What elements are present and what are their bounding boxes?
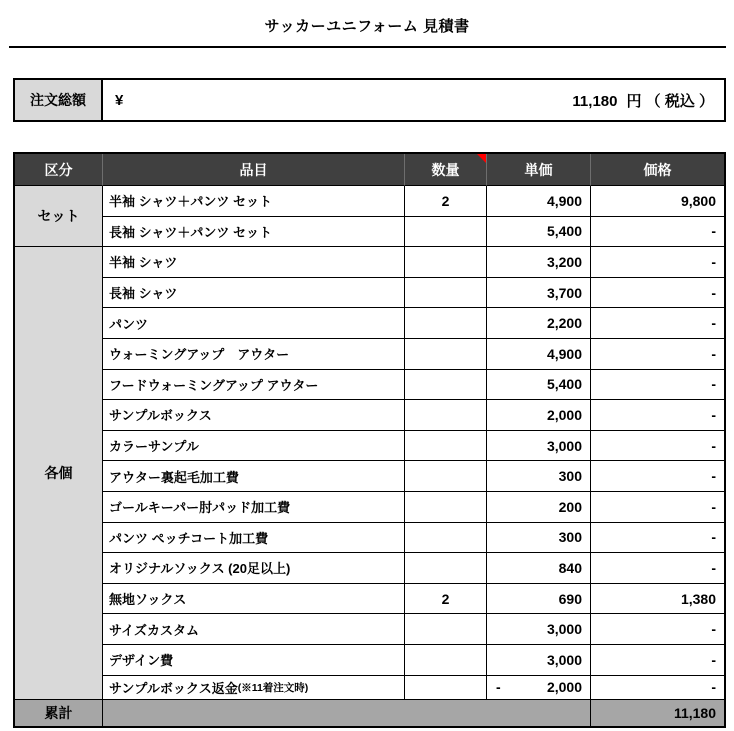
order-total-label-cell[interactable]: 注文総額 bbox=[15, 80, 103, 120]
quote-table bbox=[13, 152, 726, 728]
cell-qty[interactable] bbox=[405, 308, 487, 339]
cell-unit-price[interactable]: 4,900 bbox=[487, 339, 591, 370]
total-value-cell[interactable]: 11,180 bbox=[591, 700, 724, 726]
order-total-box bbox=[13, 78, 726, 122]
cell-price[interactable]: - bbox=[591, 614, 724, 645]
cell-qty[interactable] bbox=[405, 492, 487, 523]
cell-price[interactable]: 1,380 bbox=[591, 584, 724, 615]
cell-price[interactable]: - bbox=[591, 339, 724, 370]
cell-unit-price[interactable]: 200 bbox=[487, 492, 591, 523]
cell-price[interactable]: - bbox=[591, 217, 724, 248]
cell-item[interactable]: サイズカスタム bbox=[103, 614, 405, 645]
group-cell-individual[interactable]: 各個 bbox=[15, 247, 103, 699]
cell-qty[interactable] bbox=[405, 645, 487, 676]
cell-price[interactable]: - bbox=[591, 523, 724, 554]
cell-price[interactable]: 9,800 bbox=[591, 186, 724, 217]
cell-unit-price[interactable]: 300 bbox=[487, 461, 591, 492]
cell-item[interactable]: カラーサンプル bbox=[103, 431, 405, 462]
cell-qty[interactable] bbox=[405, 217, 487, 248]
cell-item[interactable]: パンツ ペッチコート加工費 bbox=[103, 523, 405, 554]
cell-unit-price[interactable]: 4,900 bbox=[487, 186, 591, 217]
cell-price[interactable]: - bbox=[591, 308, 724, 339]
cell-qty[interactable] bbox=[405, 431, 487, 462]
cell-price[interactable]: - bbox=[591, 400, 724, 431]
header-qty[interactable] bbox=[405, 154, 487, 186]
cell-price[interactable]: - bbox=[591, 645, 724, 676]
refund-item-label: サンプルボックス返金 bbox=[109, 680, 238, 696]
cell-unit-price[interactable]: 3,200 bbox=[487, 247, 591, 278]
cell-qty[interactable] bbox=[405, 339, 487, 370]
refund-item-note: (※11着注文時) bbox=[237, 681, 309, 694]
cell-item[interactable]: パンツ bbox=[103, 308, 405, 339]
order-total-amount-group bbox=[563, 90, 714, 111]
cell-item[interactable]: 無地ソックス bbox=[103, 584, 405, 615]
cell-qty[interactable] bbox=[405, 278, 487, 309]
cell-price[interactable]: - bbox=[591, 431, 724, 462]
cell-item[interactable]: デザイン費 bbox=[103, 645, 405, 676]
cell-price[interactable]: - bbox=[591, 553, 724, 584]
cell-qty[interactable] bbox=[405, 247, 487, 278]
cell-unit-price[interactable]: 300 bbox=[487, 523, 591, 554]
cell-unit-price[interactable]: 3,000 bbox=[487, 431, 591, 462]
cell-qty[interactable] bbox=[405, 614, 487, 645]
negative-sign: - bbox=[496, 679, 501, 695]
document-title: サッカーユニフォーム 見積書 bbox=[264, 18, 470, 35]
cell-unit-price[interactable]: 3,000 bbox=[487, 645, 591, 676]
cell-item[interactable]: オリジナルソックス (20足以上) bbox=[103, 553, 405, 584]
cell-qty[interactable] bbox=[405, 370, 487, 401]
cell-qty[interactable]: 2 bbox=[405, 584, 487, 615]
cell-qty[interactable] bbox=[405, 461, 487, 492]
title-underline bbox=[9, 46, 726, 48]
header-unit-price[interactable]: 単価 bbox=[487, 154, 591, 186]
cell-unit-price[interactable]: 3,000 bbox=[487, 614, 591, 645]
header-category[interactable]: 区分 bbox=[15, 154, 103, 186]
cell-qty[interactable] bbox=[405, 400, 487, 431]
cell-item[interactable]: ウォーミングアップ アウター bbox=[103, 339, 405, 370]
cell-price[interactable]: - bbox=[591, 676, 724, 700]
cell-unit-price[interactable]: 690 bbox=[487, 584, 591, 615]
total-label-cell[interactable]: 累計 bbox=[15, 700, 103, 726]
cell-qty[interactable] bbox=[405, 523, 487, 554]
cell-item[interactable]: ゴールキーパー肘パッド加工費 bbox=[103, 492, 405, 523]
cell-unit-price[interactable]: 5,400 bbox=[487, 217, 591, 248]
order-total-amount: 11,180 bbox=[572, 92, 618, 110]
cell-unit-price[interactable] bbox=[487, 676, 591, 700]
header-qty-label: 数量 bbox=[431, 161, 460, 178]
cell-unit-price[interactable]: 2,000 bbox=[487, 400, 591, 431]
total-spacer-cell[interactable] bbox=[103, 700, 591, 726]
order-total-value-cell[interactable] bbox=[103, 80, 724, 120]
cell-price[interactable]: - bbox=[591, 370, 724, 401]
cell-item[interactable]: 長袖 シャツ bbox=[103, 278, 405, 309]
cell-unit-price[interactable]: 3,700 bbox=[487, 278, 591, 309]
cell-price[interactable]: - bbox=[591, 278, 724, 309]
cell-price[interactable]: - bbox=[591, 247, 724, 278]
cell-item[interactable]: アウター裏起毛加工費 bbox=[103, 461, 405, 492]
cell-unit-price[interactable]: 2,200 bbox=[487, 308, 591, 339]
order-total-suffix: 円 （ 税込 ） bbox=[626, 92, 714, 110]
cell-price[interactable]: - bbox=[591, 461, 724, 492]
group-cell-set[interactable]: セット bbox=[15, 186, 103, 247]
cell-unit-price[interactable]: 5,400 bbox=[487, 370, 591, 401]
cell-item[interactable]: 長袖 シャツ＋パンツ セット bbox=[103, 217, 405, 248]
currency-symbol: ¥ bbox=[115, 91, 124, 109]
cell-price[interactable]: - bbox=[591, 492, 724, 523]
comment-marker-icon[interactable] bbox=[477, 154, 486, 163]
cell-unit-price[interactable]: 840 bbox=[487, 553, 591, 584]
cell-qty[interactable] bbox=[405, 553, 487, 584]
cell-item[interactable]: フードウォーミングアップ アウター bbox=[103, 370, 405, 401]
cell-item[interactable]: 半袖 シャツ bbox=[103, 247, 405, 278]
cell-item[interactable]: サンプルボックス bbox=[103, 400, 405, 431]
cell-qty[interactable] bbox=[405, 676, 487, 700]
header-item[interactable]: 品目 bbox=[103, 154, 405, 186]
refund-unit-value: 2,000 bbox=[546, 679, 582, 695]
cell-item[interactable] bbox=[103, 676, 405, 700]
header-price[interactable]: 価格 bbox=[591, 154, 724, 186]
cell-qty[interactable]: 2 bbox=[405, 186, 487, 217]
cell-item[interactable]: 半袖 シャツ＋パンツ セット bbox=[103, 186, 405, 217]
